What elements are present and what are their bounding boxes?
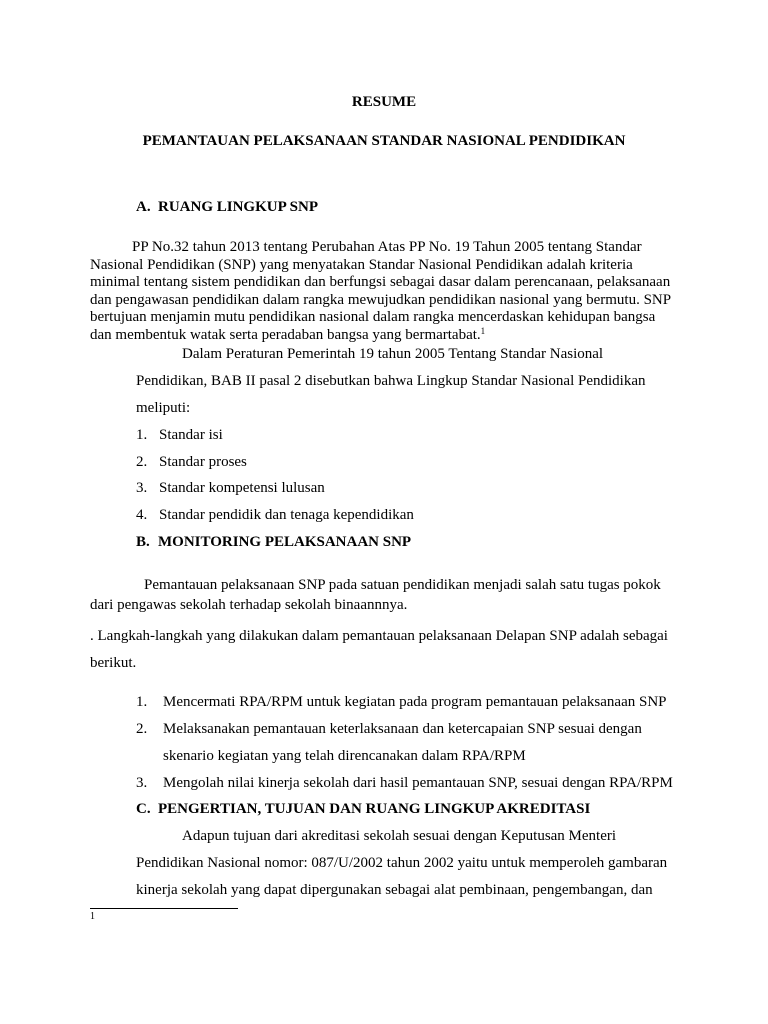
section-c-para-line-2: Pendidikan Nasional nomor: 087/U/2002 tahun 2002 yaitu untuk memperoleh gambaran bbox=[136, 855, 668, 871]
document-title: RESUME bbox=[351, 94, 417, 110]
paragraph-line: Pemantauan pelaksanaan SNP pada satuan pendidikan menjadi salah satu tugas pokok bbox=[144, 577, 661, 593]
section-a-para2-line-1: Dalam Peraturan Pemerintah 19 tahun 2005 Tentang Standar Nasional bbox=[182, 346, 604, 362]
paragraph-line: minimal tentang sistem pendidikan dan berfungsi sebagai dasar dalam perencanaan, pelaksanaan bbox=[90, 274, 671, 291]
section-c-title: PENGERTIAN, TUJUAN DAN RUANG LINGKUP AKREDITASI bbox=[158, 801, 591, 817]
paragraph-line: dan pengawasan pendidikan dalam rangka mewujudkan pendidikan nasional yang bermutu. SNP bbox=[90, 291, 672, 308]
section-b-para2-line-2: berikut. bbox=[90, 655, 137, 671]
list-item-continuation: skenario kegiatan yang telah direncanakan dalam RPA/RPM bbox=[163, 748, 526, 764]
list-item: 4. Standar pendidik dan tenaga kependidikan bbox=[136, 507, 414, 523]
section-c-heading bbox=[136, 801, 590, 818]
footnote-reference[interactable]: 1 bbox=[480, 325, 486, 336]
list-item: 1. Mencermati RPA/RPM untuk kegiatan pada program pemantauan pelaksanaan SNP bbox=[136, 694, 667, 710]
section-b-para2-line-1: . Langkah-langkah yang dilakukan dalam pemantauan pelaksanaan Delapan SNP adalah sebagai bbox=[90, 628, 668, 644]
paragraph-line: bertujuan menjamin mutu pendidikan nasional dalam rangka mencerdaskan kehidupan bangsa bbox=[90, 309, 656, 326]
list-item: 3. Standar kompetensi lulusan bbox=[136, 480, 325, 496]
section-b-label: B. bbox=[136, 534, 150, 550]
section-b-heading bbox=[136, 534, 411, 551]
paragraph-line: Nasional Pendidikan (SNP) yang menyatakan Standar Nasional Pendidikan adalah kriteria bbox=[90, 256, 633, 273]
section-c-para-line-3: kinerja sekolah yang dapat dipergunakan sebagai alat pembinaan, pengembangan, dan bbox=[136, 882, 653, 898]
section-b-paragraph-1 bbox=[90, 575, 661, 615]
list-item: 1. Standar isi bbox=[136, 427, 223, 443]
document-subtitle: PEMANTAUAN PELAKSANAAN STANDAR NASIONAL PENDIDIKAN bbox=[142, 133, 626, 149]
section-a-title: RUANG LINGKUP SNP bbox=[158, 199, 319, 215]
section-b-title: MONITORING PELAKSANAAN SNP bbox=[158, 534, 412, 550]
section-a-heading bbox=[136, 199, 318, 216]
paragraph-line: dari pengawas sekolah terhadap sekolah binaannnya. bbox=[90, 597, 408, 613]
list-item: 3. Mengolah nilai kinerja sekolah dari hasil pemantauan SNP, sesuai dengan RPA/RPM bbox=[136, 775, 673, 791]
footnote-number: 1 bbox=[90, 911, 95, 922]
list-item: 2. Standar proses bbox=[136, 454, 247, 470]
section-a-label: A. bbox=[136, 199, 151, 215]
section-a-para2-line-2: Pendidikan, BAB II pasal 2 disebutkan bahwa Lingkup Standar Nasional Pendidikan bbox=[136, 373, 646, 389]
section-a-para2-line-3: meliputi: bbox=[136, 400, 191, 416]
footnote-separator bbox=[90, 908, 238, 909]
section-c-label: C. bbox=[136, 801, 151, 817]
section-c-para-line-1: Adapun tujuan dari akreditasi sekolah sesuai dengan Keputusan Menteri bbox=[182, 828, 617, 844]
list-item: 2. Melaksanakan pemantauan keterlaksanaan dan ketercapaian SNP sesuai dengan bbox=[136, 721, 642, 737]
section-a-paragraph-1 bbox=[90, 239, 671, 345]
paragraph-line: dan membentuk watak serta peradaban bangsa yang bermartabat.$^1$ bbox=[90, 325, 486, 343]
paragraph-line: PP No.32 tahun 2013 tentang Perubahan Atas PP No. 19 Tahun 2005 tentang Standar bbox=[132, 239, 642, 255]
